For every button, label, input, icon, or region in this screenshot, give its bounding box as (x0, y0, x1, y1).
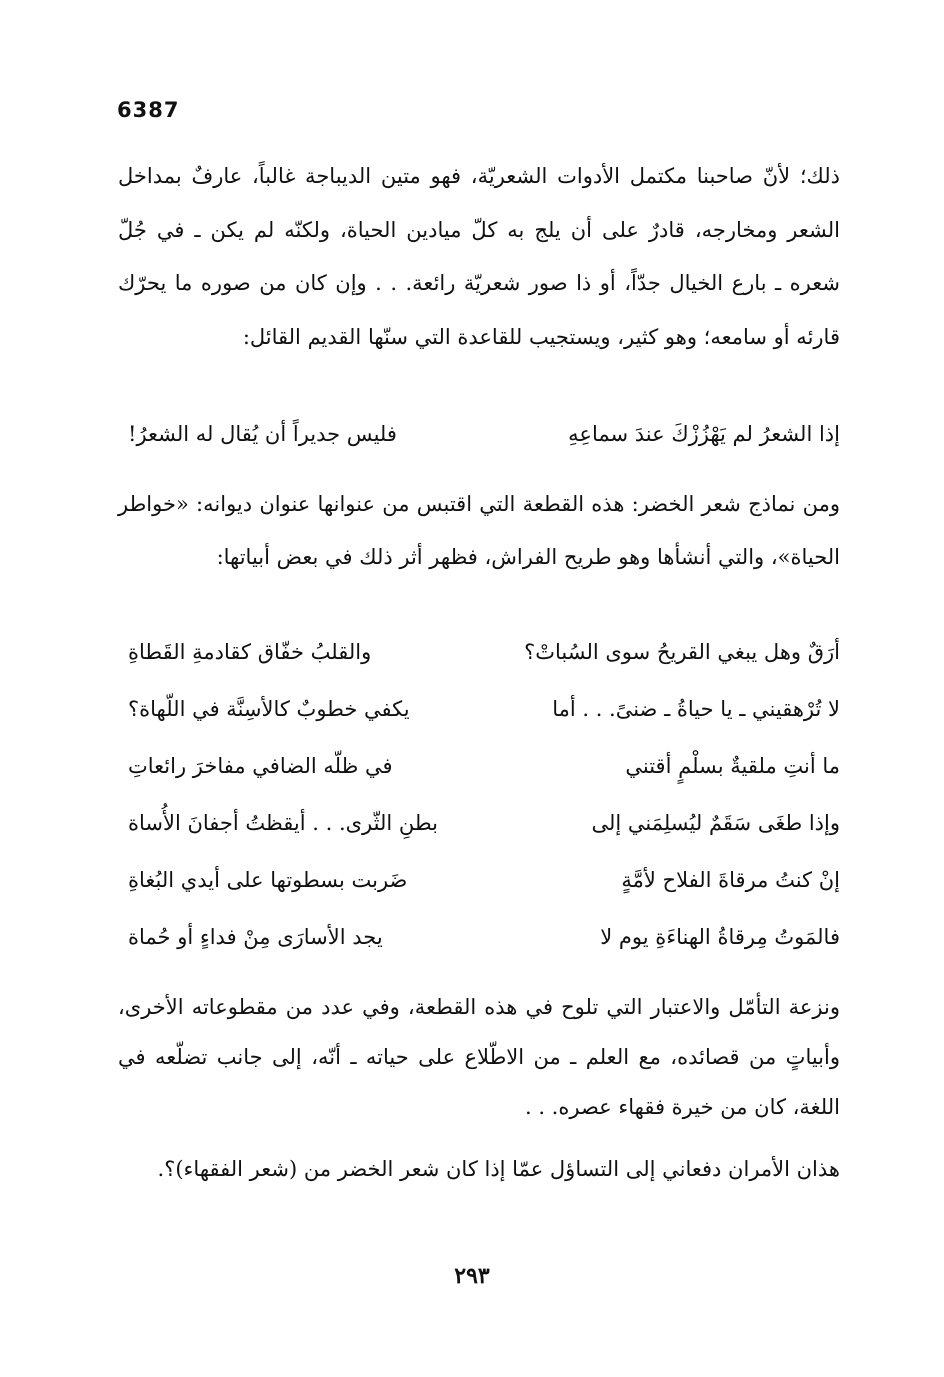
hemistich-second: يكفي خطوبٌ كالأسِنَّة في اللّهاة؟ (128, 697, 410, 721)
paragraph-examples: ومن نماذج شعر الخضر: هذه القطعة التي اقتبس من عنوانها عنوان ديوانه: «خواطر الحياة»، والتي أنشأها وهو طريح الفراش، فظهر أثر ذلك في بعض أبياتها: (118, 492, 840, 569)
poem-line (118, 925, 840, 975)
hemistich-first: وإذا طغَى سَقَمٌ ليُسلِمَني إلى (591, 811, 840, 835)
page-number: ٢٩٣ (454, 1263, 490, 1289)
quote-verse (118, 422, 840, 472)
hemistich-second: بطنِ الثّرى. . . أيقظتُ أجفانَ الأُساة (128, 811, 438, 835)
paragraph-intro: ذلك؛ لأنّ صاحبنا مكتمل الأدوات الشعريّة، فهو متين الديباجة غالباً، عارفٌ بمداخل الشعر ومخارجه، قادرٌ على أن يلج به كلّ ميادين الحياة، ولكنّه لم يكن ـ في جُلّ شعره ـ بارع الخيال جدّاً، أو ذا صور شعريّة رائعة. . . وإن كان من صوره ما يحرّك قارئه أو سامعه؛ وهو كثير، ويستجيب للقاعدة التي سنّها القديم القائل: (118, 164, 840, 349)
page-id: 6387 (117, 98, 180, 122)
hemistich-second: والقلبُ خفّاق كقادمةِ القَطاةِ (128, 640, 372, 664)
poem-line (118, 697, 840, 747)
poem-line (118, 754, 840, 804)
hemistich-first: فالمَوتُ مِرقاةُ الهناءَةِ يوم لا (600, 925, 840, 949)
poem-line (118, 640, 840, 690)
hemistich-first: لا تُرْهقيني ـ يا حياةُ ـ ضنىً. . . أما (552, 697, 840, 721)
quote-hemistich-second: فليس جديراً أن يُقال له الشعرُ! (128, 422, 397, 446)
poem-line (118, 868, 840, 918)
paragraph-reflection: ونزعة التأمّل والاعتبار التي تلوح في هذه القطعة، وفي عدد من مقطوعاته الأخرى، وأبياتٍ من قصائده، مع العلم ـ من الاطّلاع على حياته ـ أنّه، إلى جانب تضلّعه في اللغة، كان من خيرة فقهاء عصره. . . (118, 995, 840, 1119)
hemistich-second: ضَربت بسطوتها على أيدي البُغاةِ (128, 868, 408, 892)
quote-hemistich-first: إذا الشعرُ لم يَهْزُزْكَ عندَ سماعِهِ (568, 422, 840, 446)
poem-line (118, 811, 840, 861)
hemistich-second: في ظلّه الضافي مفاخرَ رائعاتِ (128, 754, 393, 778)
hemistich-first: ما أنتِ ملقيةٌ بسلْمٍ أقتني (625, 754, 840, 778)
hemistich-first: إنْ كنتُ مرقاةَ الفلاح لأمَّةٍ (621, 868, 840, 892)
paragraph-question: هذان الأمران دفعاني إلى التساؤل عمّا إذا كان شعر الخضر من (شعر الفقهاء)؟. (157, 1157, 840, 1181)
hemistich-first: أرَقٌ وهل يبغي القريحُ سوى السُباتْ؟ (524, 640, 840, 664)
hemistich-second: يجد الأسارَى مِنْ فداءٍ أو حُماة (128, 925, 383, 949)
